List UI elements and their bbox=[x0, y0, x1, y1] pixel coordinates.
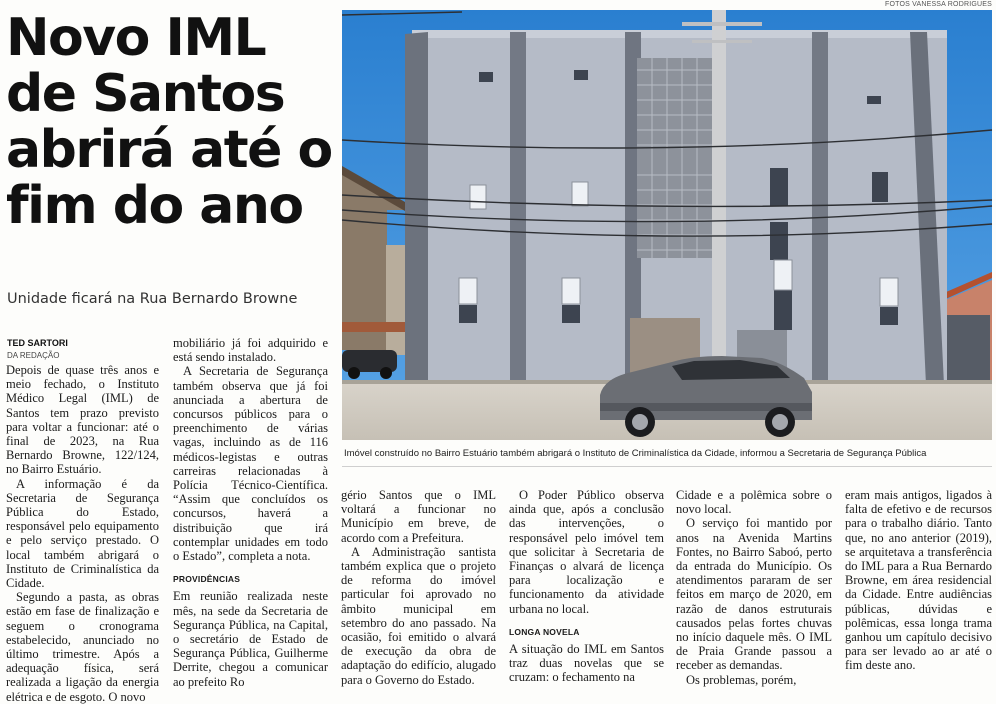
paragraph: A Secretaria de Segurança também observa que já foi anunciada a abertura de concursos públicos para o preenchimento de várias vagas, incluindo as de 116 médicos-legistas e outras carreiras relacionadas à Polícia Técnico-Científica. “Assim que concluídos os concursos, haverá a distribuição que irá contemplar unidades em todo o Estado”, completa a nota. bbox=[173, 364, 328, 564]
section-heading: LONGA NOVELA bbox=[509, 626, 580, 637]
paragraph: Os problemas, porém, bbox=[686, 672, 797, 687]
photo-credit: FOTOS VANESSA RODRIGUES bbox=[884, 1, 992, 8]
headline-line: fim do ano bbox=[6, 176, 303, 236]
news-photo bbox=[342, 10, 992, 440]
paragraph: Segundo a pasta, as obras estão em fase de finalização e seguem o cronograma estabelecido, anunciado no último trimestre. Após a adequação física, será realizada a ligação da energia elétrica e de esgoto. O novo bbox=[6, 590, 159, 704]
paragraph: gério Santos que o IML voltará a funcionar no Município em breve, de acordo com a Prefeitura. bbox=[341, 488, 496, 545]
article-column-4 bbox=[509, 488, 664, 685]
article-column-1 bbox=[6, 363, 159, 704]
article-column-5 bbox=[676, 488, 832, 687]
divider bbox=[342, 466, 992, 467]
paragraph: Em reunião realizada neste mês, na sede da Secretaria de Segurança Pública, na Capital, o secretário de Estado de Segurança Pública, Guilherme Derrite, chegou a comunicar ao prefeito Ro bbox=[173, 589, 328, 689]
article-column-6 bbox=[845, 488, 992, 673]
article-column-3 bbox=[341, 488, 496, 687]
subtitle: Unidade ficará na Rua Bernardo Browne bbox=[7, 291, 298, 307]
author-role: DA REDAÇÃO bbox=[7, 351, 60, 360]
paragraph: A situação do IML em Santos traz duas novelas que se cruzam: o fechamento na bbox=[509, 642, 664, 685]
paragraph: A Administração santista também explica que o projeto de reforma do imóvel particular foi aprovado no âmbito municipal em setembro do ano passado. Na ocasião, foi emitido o alvará de execução da obra de adaptação do edifício, alugado para o Governo do Estado. bbox=[341, 544, 496, 687]
section-heading: PROVIDÊNCIAS bbox=[173, 574, 241, 585]
paragraph: Depois de quase três anos e meio fechado, o Instituto Médico Legal (IML) de Santos tem prazo previsto para voltar a funcionar: até o final de 2023, na Rua Bernardo Browne, 122/124, no Bairro Estuário. bbox=[6, 363, 159, 477]
headline bbox=[6, 10, 336, 234]
paragraph: mobiliário já foi adquirido e está sendo instalado. bbox=[173, 336, 328, 365]
paragraph: O serviço foi mantido por anos na Avenida Martins Fontes, no Bairro Saboó, perto da entrada do Município. Os atendimentos pararam de ser feitos em março de 2020, em razão de danos estruturais causados pelas fortes chuvas no início daquele mês. O IML de Praia Grande passou a receber as demandas. bbox=[676, 516, 832, 673]
headline-line: de Santos bbox=[6, 64, 285, 124]
paragraph: eram mais antigos, ligados à falta de efetivo e de recursos para o trabalho diário. Tanto que, no ano anterior (2019), se arquitetava a transferência do IML para a Rua Bernardo Browne, em área residencial da Cidade. Entre audiências públicas, dúvidas e polêmicas, essa longa trama ganhou um capítulo decisivo para ser levado ao ar até o fim deste ano. bbox=[845, 488, 992, 673]
headline-line: Novo IML bbox=[6, 8, 266, 68]
paragraph: Cidade e a polêmica sobre o novo local. bbox=[676, 488, 832, 517]
headline-line: abrirá até o bbox=[6, 120, 332, 180]
paragraph: O Poder Público observa ainda que, após a conclusão das intervenções, o responsável pelo imóvel tem que solicitar à Secretaria de Finanças o alvará de licença para localização e funcionamento da atividade urbana no local. bbox=[509, 488, 664, 616]
photo-caption: Imóvel construído no Bairro Estuário também abrigará o Instituto de Criminalística da Cidade, informou a Secretaria de Segurança Pública bbox=[344, 448, 927, 459]
author-name: TED SARTORI bbox=[7, 338, 68, 348]
article-column-2 bbox=[173, 336, 328, 689]
building-photo-illustration bbox=[342, 10, 992, 440]
paragraph: A informação é da Secretaria de Segurança Pública do Estado, responsável pelo equipamento e pelo serviço prestado. O local também abrigará o Instituto de Criminalística da Cidade. bbox=[6, 476, 159, 591]
